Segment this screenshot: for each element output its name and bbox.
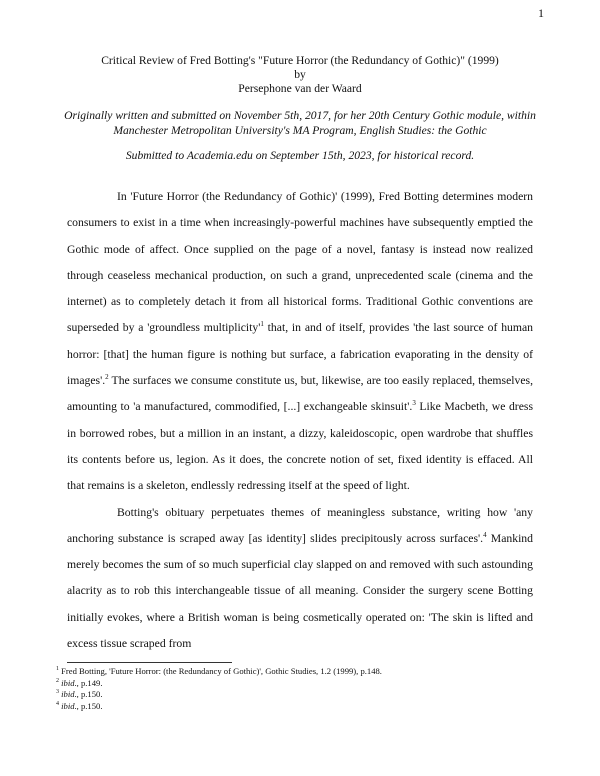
footnote-4-text: ., p.150. [74, 700, 103, 711]
body-text [67, 184, 533, 657]
note-line-2: Manchester Metropolitan University's MA Program, English Studies: the Gothic [113, 124, 487, 137]
footnote-2-ibid: ibid [61, 677, 75, 688]
paragraph-1 [67, 184, 533, 500]
footnote-2 [56, 678, 536, 690]
footnote-3-text: ., p.150. [74, 689, 103, 699]
footnote-marker-4: 4 [483, 530, 487, 539]
note-line-1: Originally written and submitted on November 5th, 2017, for her 20th Century Gothic module, within [64, 109, 536, 122]
note-line-3: Submitted to Academia.edu on September 15th, 2023, for historical record. [125, 149, 475, 162]
p2-part-a: Botting's obituary perpetuates themes of meaningless substance, writing how 'any anchoring substance is scraped away [as identity] slides precipitously across surfaces'. [67, 505, 533, 545]
footnote-1-text: Fred Botting, 'Future Horror: (the Redundancy of Gothic)', Gothic Studies, 1.2 (1999), p.148. [61, 666, 382, 676]
footnote-3 [56, 689, 536, 701]
p1-part-b: that, in and of itself, provides 'the last source of human horror: [that] the human figure is nothing but surface, a fabrication evaporating in the density of images'. [67, 321, 533, 388]
footnote-4-number: 4 [56, 700, 59, 707]
footnotes [56, 666, 536, 712]
footnote-2-number: 2 [56, 677, 59, 684]
p1-part-c: The surfaces we consume constitute us, but, likewise, are too easily replaced, themselves, amounting to 'a manufactured, commodified, [...] exchangeable skinsuit'. [67, 374, 533, 414]
page-number: 1 [538, 6, 544, 20]
p2-part-b: Mankind merely becomes the sum of so much superficial clay slapped on and removed with such astounding alacrity as to rob this interchangeable tissue of all meaning. Consider the surgery scene Botting initially evokes, where a British woman is being cosmetically operated on: 'The skin is lifted and excess tissue scraped from [67, 531, 533, 651]
title-block [60, 54, 540, 96]
paragraph-2 [67, 500, 533, 658]
footnote-marker-2: 2 [105, 373, 109, 382]
document-title: Critical Review of Fred Botting's "Future Horror (the Redundancy of Gothic)" (1999) [101, 54, 499, 67]
footnote-1-number: 1 [56, 666, 59, 673]
footnote-rule [67, 662, 232, 663]
footnote-4 [56, 701, 536, 713]
submission-note [60, 108, 540, 163]
footnote-3-ibid: ibid [61, 689, 75, 699]
footnote-marker-3: 3 [412, 399, 416, 408]
footnote-3-number: 3 [56, 689, 59, 696]
p1-part-a: In 'Future Horror (the Redundancy of Gothic)' (1999), Fred Botting determines modern consumers to exist in a time when increasingly-powerful machines have subsequently emptied the Gothic mode of affect. Once supplied on the page of a novel, fantasy is instead now realized through ceaseless mechanical production, on such a grand, unprecedented scale (cinema and the internet) as to completely detach it from all historical forms. Traditional Gothic conventions are superseded by a 'groundless multiplicity' [67, 190, 533, 335]
author-name: Persephone van der Waard [238, 82, 362, 95]
footnote-2-text: ., p.149. [74, 677, 103, 688]
p1-part-d: Like Macbeth, we dress in borrowed robes, but a million in an instant, a dizzy, kaleidoscopic, open wardrobe that shuffles its contents before us, legion. As it does, the concrete notion of set, fixed identity is effaced. All that remains is a skeleton, endlessly redressing itself at the speed of light. [67, 400, 533, 493]
footnote-1 [56, 666, 536, 678]
footnote-4-ibid: ibid [61, 700, 75, 711]
byline-by: by [294, 68, 306, 81]
footnote-marker-1: 1 [260, 320, 264, 329]
